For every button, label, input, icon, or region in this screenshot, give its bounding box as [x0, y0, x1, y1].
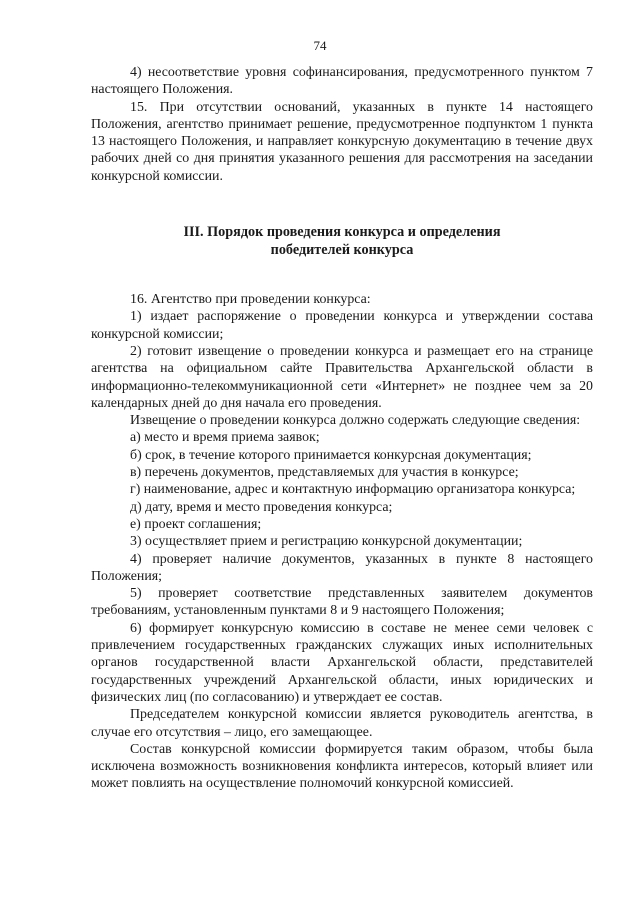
list-item: е) проект соглашения;: [130, 516, 262, 532]
paragraph: 4) несоответствие уровня софинансирования, предусмотренного пунктом 7 настоящего Положения.: [91, 65, 593, 98]
list-item: б) срок, в течение которого принимается конкурсная документация;: [130, 447, 532, 463]
paragraph: 5) проверяет соответствие представленных заявителем документов требованиям, установленным пунктами 8 и 9 настоящего Положения;: [91, 586, 593, 619]
list-item: д) дату, время и место проведения конкурса;: [130, 499, 393, 515]
paragraph: 15. При отсутствии оснований, указанных в пункте 14 настоящего Положения, агентство принимает решение, предусмотренное подпунктом 1 пункта 13 настоящего Положения, и направляет конкурсную документацию в течение двух рабочих дней со дня принятия указанного решения для рассмотрения на заседании конкурсной комиссии.: [91, 99, 593, 184]
paragraph: 1) издает распоряжение о проведении конкурса и утверждении состава конкурсной комиссии;: [91, 309, 593, 342]
document-body: [91, 64, 593, 793]
paragraph: 16. Агентство при проведении конкурса:: [130, 292, 371, 308]
list-item: а) место и время приема заявок;: [130, 430, 320, 446]
paragraph: 6) формирует конкурсную комиссию в составе не менее семи человек с привлечением государственных гражданских служащих иных исполнительных органов государственной власти Архангельской области, представителей государственных учреждений Архангельской области, иных юридических и физических лиц (по согласованию) и утверждает ее состав.: [91, 620, 593, 705]
paragraph: 3) осуществляет прием и регистрацию конкурсной документации;: [130, 534, 523, 550]
section-heading-line: победителей конкурса: [270, 242, 414, 259]
paragraph: 2) готовит извещение о проведении конкурса и размещает его на странице агентства на официальном сайте Правительства Архангельской области в информационно-телекоммуникационной сети «Интернет» не позднее чем за 20 календарных дней до дня начала его проведения.: [91, 343, 593, 411]
list-item: г) наименование, адрес и контактную информацию организатора конкурса;: [130, 482, 576, 498]
paragraph: Состав конкурсной комиссии формируется таким образом, чтобы была исключена возможность возникновения конфликта интересов, который влияет или может повлиять на осуществление полномочий конкурсной комиссией.: [91, 741, 593, 792]
paragraph: Председателем конкурсной комиссии является руководитель агентства, в случае его отсутствия – лицо, его замещающее.: [91, 707, 593, 740]
section-heading-line: III. Порядок проведения конкурса и определения: [183, 224, 501, 241]
paragraph: Извещение о проведении конкурса должно содержать следующие сведения:: [130, 413, 581, 429]
section-heading: [91, 223, 593, 259]
list-item: в) перечень документов, представляемых для участия в конкурсе;: [130, 465, 519, 481]
page-number: 74: [313, 38, 327, 53]
paragraph: 4) проверяет наличие документов, указанных в пункте 8 настоящего Положения;: [91, 551, 593, 584]
